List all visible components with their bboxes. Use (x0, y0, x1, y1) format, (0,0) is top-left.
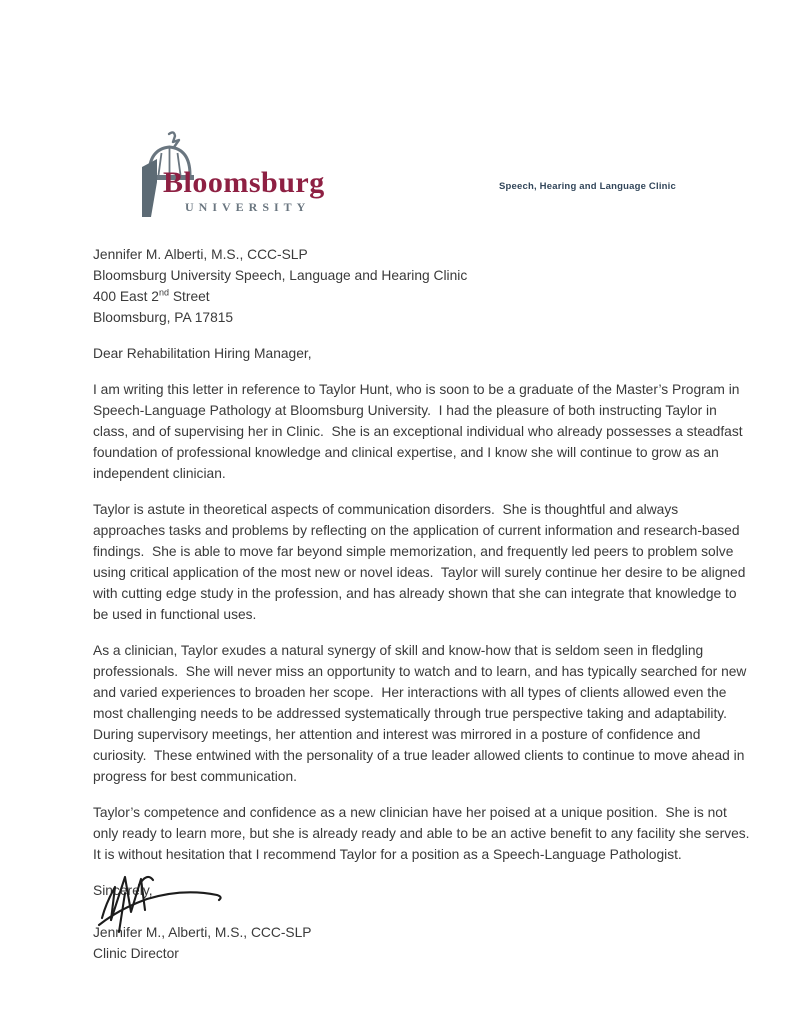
letter-paragraph-1: I am writing this letter in reference to Taylor Hunt, who is soon to be a graduate of the Master’s Program in Speech-Language Pathology at Bloomsburg University. I had the pleasure of both instructing Taylor in class, and of supervising her in Clinic. She is an exceptional individual who already possesses a steadfast foundation of professional knowledge and clinical expertise, and I know she will continue to grow as an independent clinician. (93, 382, 747, 481)
bloomsburg-university-logo (138, 130, 328, 225)
address-line-name: Jennifer M. Alberti, M.S., CCC-SLP (93, 247, 308, 262)
sender-address-block (93, 244, 753, 328)
address-line-street (93, 286, 753, 307)
valediction: Sincerely, (93, 883, 153, 898)
letter-paragraph-2: Taylor is astute in theoretical aspects of communication disorders. She is thoughtful and always approaches tasks and problems by reflecting on the application of current information and research-based findings. She is able to move far beyond simple memorization, and frequently led peers to problem solve using critical application of the most new or novel ideas. Taylor will surely continue her desire to be aligned with cutting edge study in the profession, and has already shown that she can integrate that knowledge to be used in functional uses. (93, 502, 750, 622)
ordinal-suffix: nd (158, 287, 169, 298)
clinic-name-label: Speech, Hearing and Language Clinic (499, 181, 676, 192)
letter-content (93, 244, 758, 964)
letter-paragraph-3: As a clinician, Taylor exudes a natural synergy of skill and know-how that is seldom seen in fledgling professionals. She will never miss an opportunity to watch and to learn, and has typically searched for new and varied experiences to broaden her scope. Her interactions with all types of clients allowed even the most challenging needs to be addressed systematically through true perspective taking and adaptability. During supervisory meetings, her attention and interest was mirrored in a posture of confidence and curiosity. These entwined with the personality of a true leader allowed clients to continue to move ahead in progress for best communication. (93, 643, 751, 784)
logo-wordmark: Bloomsburg (163, 166, 325, 199)
address-line-org: Bloomsburg University Speech, Language and Hearing Clinic (93, 268, 468, 283)
signer-title: Clinic Director (93, 946, 179, 961)
address-line-city: Bloomsburg, PA 17815 (93, 310, 234, 325)
salutation: Dear Rehabilitation Hiring Manager, (93, 346, 312, 361)
letter-paragraph-4: Taylor’s competence and confidence as a new clinician have her poised at a unique position. She is not only ready to learn more, but she is already ready and able to be an active benefit to any facility she serves. It is without hesitation that I recommend Taylor for a position as a Speech-Language Pathologist. (93, 805, 758, 862)
signer-name: Jennifer M., Alberti, M.S., CCC-SLP (93, 925, 312, 940)
closing-block (93, 880, 753, 964)
street-number: 400 East 2 (93, 289, 159, 304)
logo-subtext: UNIVERSITY (185, 200, 311, 214)
street-name: Street (168, 289, 210, 304)
